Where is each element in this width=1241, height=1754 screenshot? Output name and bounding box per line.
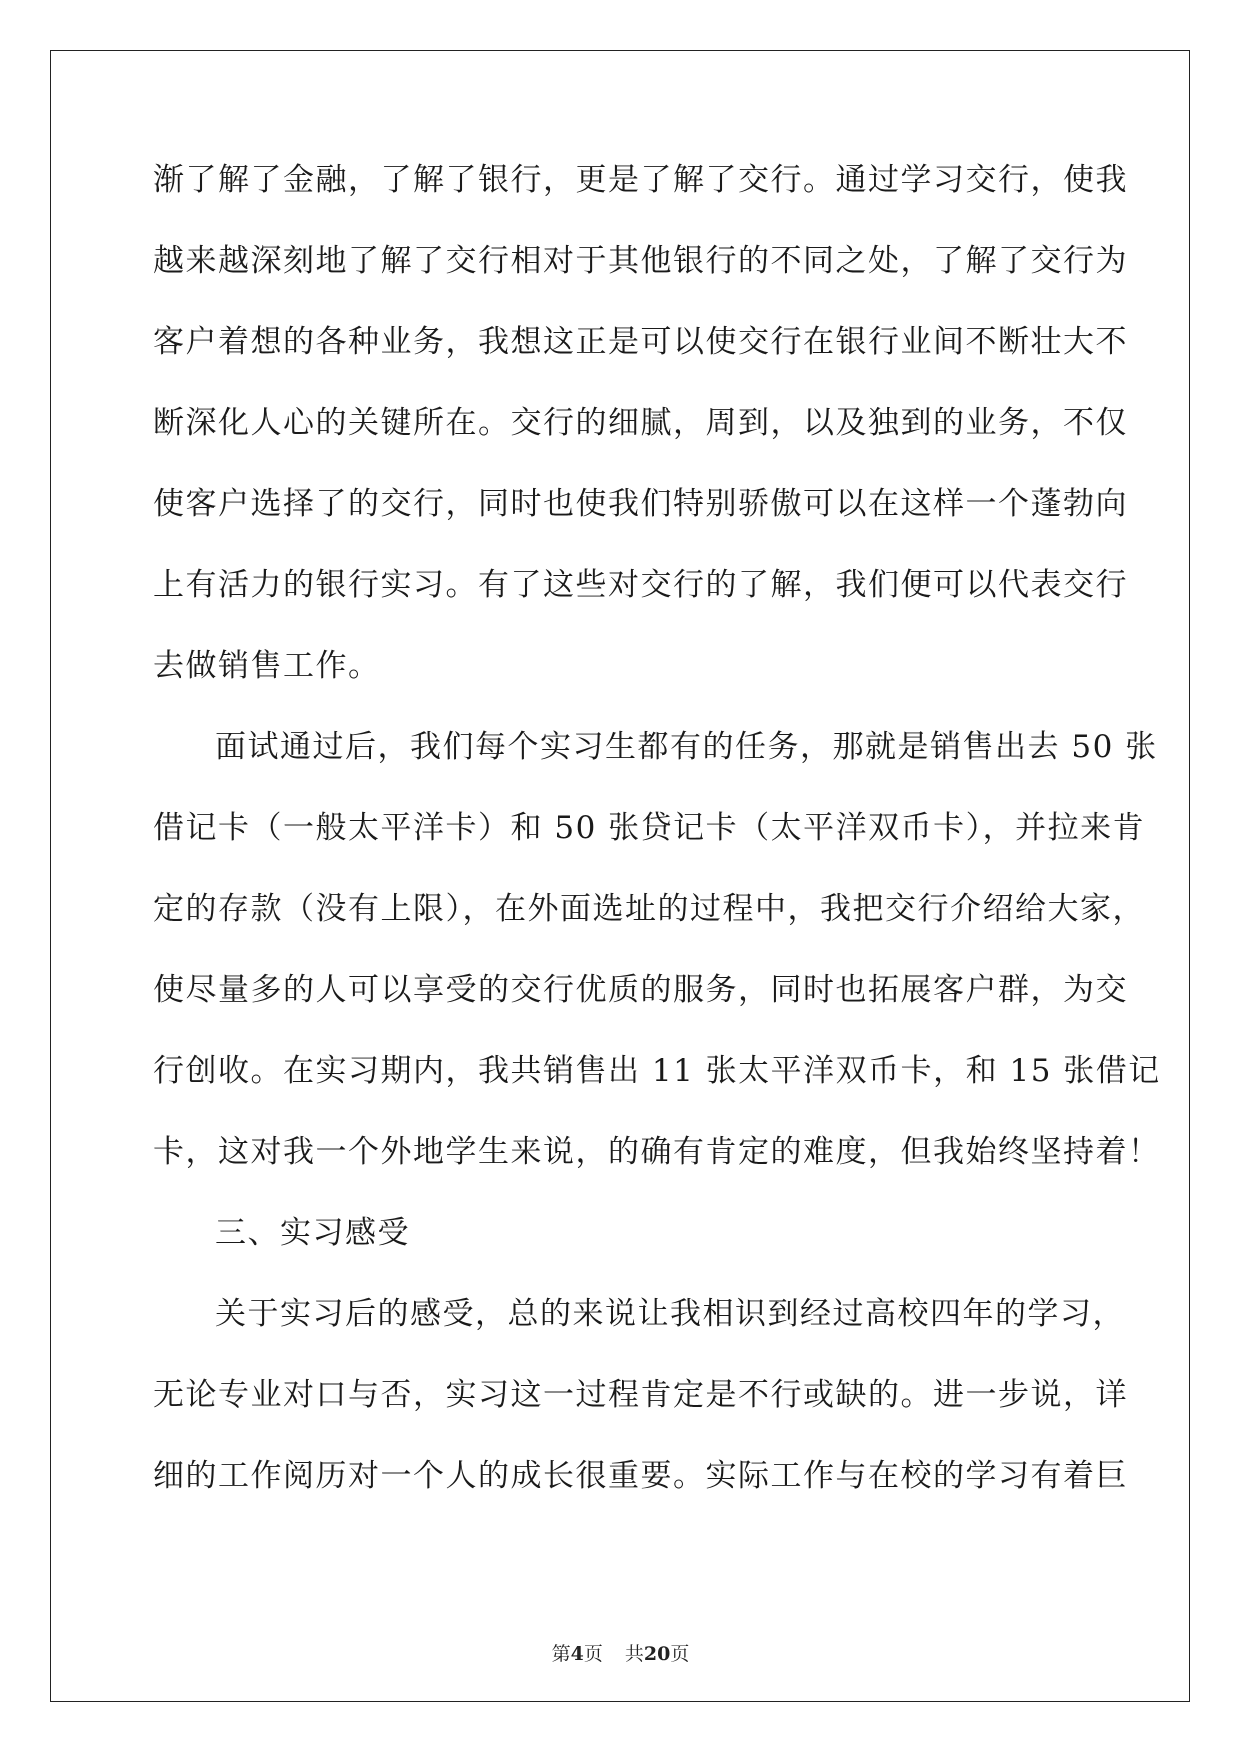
text-line: 使尽量多的人可以享受的交行优质的服务，同时也拓展客户群，为交 bbox=[153, 972, 1128, 1008]
page-footer bbox=[0, 1642, 1241, 1666]
text-line: 行创收。在实习期内，我共销售出 11 张太平洋双币卡，和 15 张借记 bbox=[153, 1053, 1161, 1089]
paragraph-start-line: 面试通过后，我们每个实习生都有的任务，那就是销售出去 50 张 bbox=[215, 729, 1158, 765]
section-heading: 三、实习感受 bbox=[215, 1215, 410, 1251]
text-line: 渐了解了金融，了解了银行，更是了解了交行。通过学习交行，使我 bbox=[153, 162, 1128, 198]
text-line: 借记卡（一般太平洋卡）和 50 张贷记卡（太平洋双币卡），并拉来肯 bbox=[153, 810, 1146, 846]
text-line: 使客户选择了的交行，同时也使我们特别骄傲可以在这样一个蓬勃向 bbox=[153, 486, 1128, 522]
text-line: 断深化人心的关键所在。交行的细腻，周到，以及独到的业务，不仅 bbox=[153, 405, 1128, 441]
paragraph-start-line: 关于实习后的感受，总的来说让我相识到经过高校四年的学习， bbox=[215, 1296, 1125, 1332]
total-prefix: 共 bbox=[624, 1643, 644, 1665]
text-line: 上有活力的银行实习。有了这些对交行的了解，我们便可以代表交行 bbox=[153, 567, 1128, 603]
page-number: 4 bbox=[570, 1643, 584, 1665]
document-body bbox=[153, 160, 1161, 1537]
text-line: 细的工作阅历对一个人的成长很重要。实际工作与在校的学习有着巨 bbox=[153, 1458, 1128, 1494]
total-pages: 20 bbox=[643, 1643, 671, 1665]
text-line: 客户着想的各种业务，我想这正是可以使交行在银行业间不断壮大不 bbox=[153, 324, 1128, 360]
text-line: 定的存款（没有上限），在外面选址的过程中，我把交行介绍给大家， bbox=[153, 891, 1145, 927]
text-line: 无论专业对口与否，实习这一过程肯定是不行或缺的。进一步说，详 bbox=[153, 1377, 1128, 1413]
text-line: 去做销售工作。 bbox=[153, 648, 381, 684]
total-suffix: 页 bbox=[670, 1643, 690, 1665]
page-prefix: 第 bbox=[551, 1643, 571, 1665]
text-line: 越来越深刻地了解了交行相对于其他银行的不同之处，了解了交行为 bbox=[153, 243, 1128, 279]
text-line: 卡，这对我一个外地学生来说，的确有肯定的难度，但我始终坚持着！ bbox=[153, 1134, 1161, 1170]
page-suffix: 页 bbox=[583, 1643, 603, 1665]
